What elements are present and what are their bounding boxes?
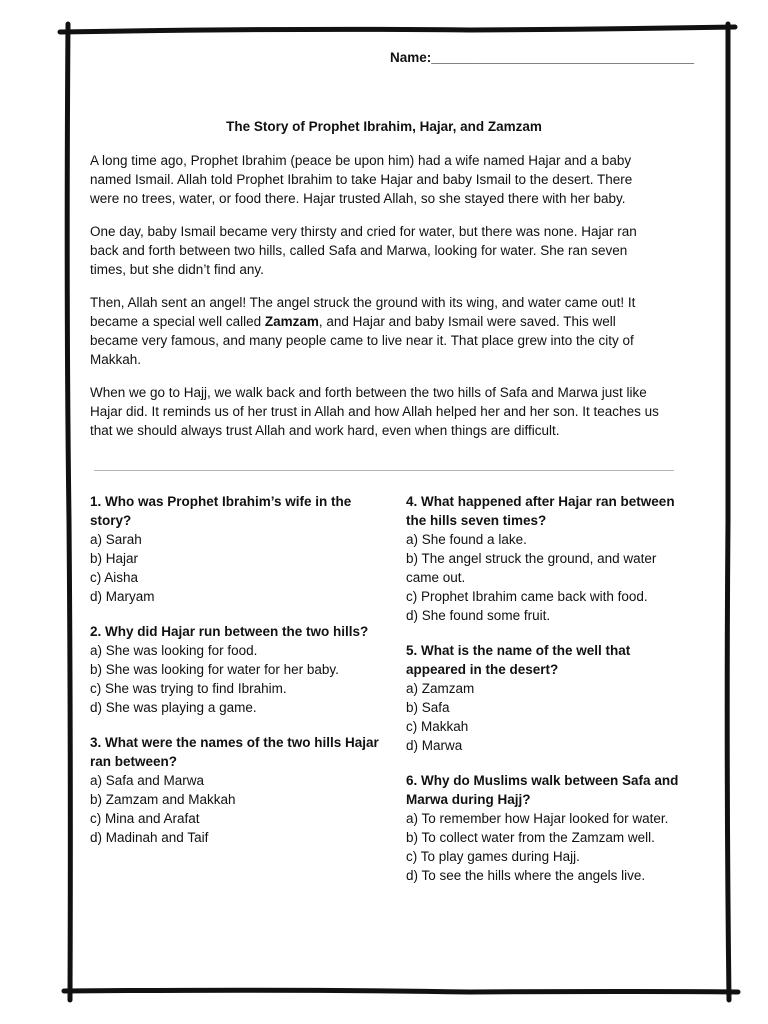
question-text: 6. Why do Muslims walk between Safa and Marwa during Hajj?: [406, 773, 679, 807]
worksheet-title: The Story of Prophet Ibrahim, Hajar, and Zamzam: [226, 119, 542, 134]
question-text: 2. Why did Hajar run between the two hills?: [90, 624, 369, 639]
answer-option: c) She was trying to find Ibrahim.: [90, 681, 287, 696]
story-paragraph-3-end: , and Hajar and baby Ismail were saved. This well became very famous, and many people came to live near it. That place grew into the city of Makkah.: [90, 314, 634, 367]
answer-option: a) Sarah: [90, 532, 142, 547]
answer-option: b) Hajar: [90, 551, 139, 566]
answer-option: a) Safa and Marwa: [90, 773, 205, 788]
answer-option: d) She was playing a game.: [90, 700, 257, 715]
question-5: [406, 641, 691, 755]
answer-option: b) Zamzam and Makkah: [90, 792, 236, 807]
question-text: 3. What were the names of the two hills Hajar ran between?: [90, 735, 379, 769]
zamzam-bold-term: Zamzam: [264, 314, 319, 329]
question-6: [406, 771, 691, 885]
answer-option: d) To see the hills where the angels live.: [406, 868, 646, 883]
answer-option: b) To collect water from the Zamzam well.: [406, 830, 655, 845]
story-paragraph-1: A long time ago, Prophet Ibrahim (peace be upon him) had a wife named Hajar and a baby named Ismail. Allah told Prophet Ibrahim to take Hajar and baby Ismail to the desert. There were no trees, water, or food there. Hajar trusted Allah, so she stayed there with her baby.: [90, 153, 633, 206]
answer-option: d) She found some fruit.: [406, 608, 551, 623]
question-text: 1. Who was Prophet Ibrahim’s wife in the story?: [90, 494, 352, 528]
story-paragraph-4: When we go to Hajj, we walk back and forth between the two hills of Safa and Marwa just like Hajar did. It reminds us of her trust in Allah and how Allah helped her and her son. It teaches us that we should always trust Allah and work hard, even when things are difficult.: [90, 385, 659, 438]
answer-option: c) To play games during Hajj.: [406, 849, 580, 864]
answer-option: b) Safa: [406, 700, 450, 715]
answer-option: b) The angel struck the ground, and water came out.: [406, 551, 657, 585]
question-4: [406, 492, 691, 625]
questions-right-column: [406, 492, 691, 901]
section-divider: [94, 470, 674, 471]
question-3: [90, 733, 380, 847]
question-text: 4. What happened after Hajar ran between the hills seven times?: [406, 494, 675, 528]
answer-option: a) She was looking for food.: [90, 643, 258, 658]
answer-option: d) Maryam: [90, 589, 155, 604]
name-field-label: Name:___________________________________: [390, 50, 695, 65]
answer-option: b) She was looking for water for her baby.: [90, 662, 339, 677]
answer-option: c) Makkah: [406, 719, 469, 734]
story-paragraph-2: One day, baby Ismail became very thirsty and cried for water, but there was none. Hajar ran back and forth between two hills, called Safa and Marwa, looking for water. She ran seven times, but she didn’t find any.: [90, 224, 637, 277]
question-2: [90, 622, 380, 717]
question-1: [90, 492, 380, 606]
story-paragraph-3: [90, 293, 665, 369]
story-text: [90, 151, 665, 454]
answer-option: d) Marwa: [406, 738, 463, 753]
question-text: 5. What is the name of the well that appeared in the desert?: [406, 643, 631, 677]
answer-option: d) Madinah and Taif: [90, 830, 209, 845]
answer-option: c) Mina and Arafat: [90, 811, 200, 826]
questions-left-column: [90, 492, 380, 863]
answer-option: a) Zamzam: [406, 681, 475, 696]
story-paragraph-3-start: Then, Allah sent an angel! The angel struck the ground with its wing, and water came out! It became a special well called: [90, 295, 636, 329]
answer-option: a) She found a lake.: [406, 532, 527, 547]
answer-option: a) To remember how Hajar looked for water.: [406, 811, 669, 826]
answer-option: c) Aisha: [90, 570, 139, 585]
answer-option: c) Prophet Ibrahim came back with food.: [406, 589, 648, 604]
